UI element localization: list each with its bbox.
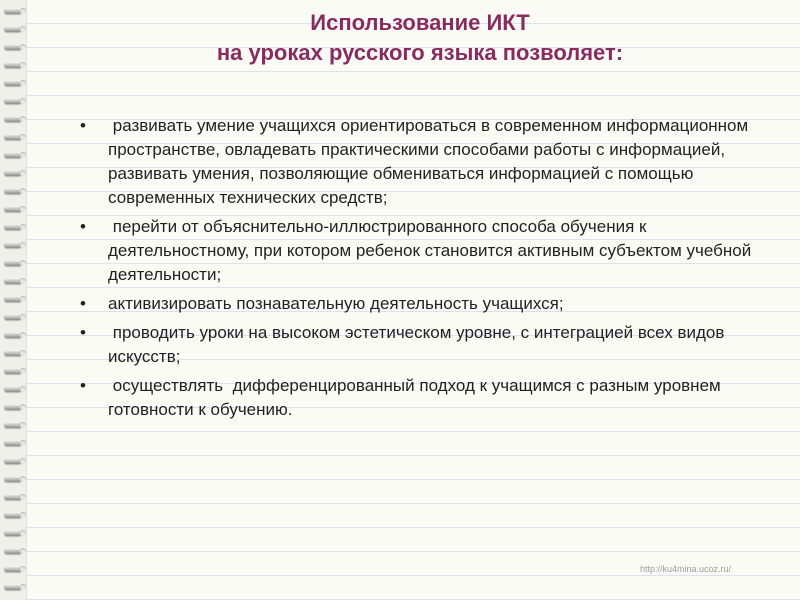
bullet-icon: • [80, 323, 86, 342]
spiral-hole [20, 170, 26, 176]
slide-title [60, 8, 780, 68]
spiral-hole [20, 458, 26, 464]
spiral-hole [20, 278, 26, 284]
spiral-hole [20, 314, 26, 320]
spiral-hole [20, 206, 26, 212]
list-item-text: перейти от объяснительно-иллюстрированного способа обучения к деятельностному, при котором ребенок становится активным субъектом учебной деятельности; [108, 217, 756, 284]
spiral-hole [20, 224, 26, 230]
title-line-2: на уроках русского языка позволяет: [216, 40, 624, 65]
spiral-hole [20, 62, 26, 68]
spiral-hole [20, 26, 26, 32]
spiral-hole [20, 566, 26, 572]
bullet-list [70, 114, 770, 427]
spiral-hole [20, 152, 26, 158]
notebook-spiral-binding [0, 0, 27, 600]
list-item-text: проводить уроки на высоком эстетическом уровне, с интеграцией всех видов искусств; [108, 323, 730, 366]
spiral-hole [20, 260, 26, 266]
spiral-hole [20, 80, 26, 86]
footer-url: http://ku4mina.ucoz.ru/ [640, 564, 732, 574]
spiral-hole [20, 548, 26, 554]
spiral-hole [20, 422, 26, 428]
list-item-text: осуществлять дифференцированный подход к учащимся с разным уровнем готовности к обучению. [108, 376, 726, 419]
bullet-icon: • [80, 217, 86, 236]
spiral-hole [20, 242, 26, 248]
spiral-hole [20, 368, 26, 374]
list-item [70, 321, 770, 369]
spiral-hole [20, 404, 26, 410]
spiral-hole [20, 386, 26, 392]
list-item [70, 114, 770, 210]
list-item [70, 292, 770, 316]
spiral-hole [20, 530, 26, 536]
title-line-1: Использование ИКТ [310, 10, 530, 35]
spiral-hole [20, 134, 26, 140]
spiral-hole [20, 494, 26, 500]
bullet-icon: • [80, 116, 86, 135]
spiral-hole [20, 44, 26, 50]
spiral-hole [20, 350, 26, 356]
list-item-text: развивать умение учащихся ориентироваться в современном информационном пространстве, овладевать практическими способами работы с информацией, развивать умения, позволяющие обмениваться информацией с помощью современных технических средств; [108, 116, 758, 207]
spiral-hole [20, 332, 26, 338]
list-item-text: активизировать познавательную деятельность учащихся; [108, 294, 564, 313]
spiral-hole [20, 512, 26, 518]
bullet-icon: • [80, 294, 86, 313]
spiral-hole [20, 188, 26, 194]
spiral-hole [20, 476, 26, 482]
spiral-hole [20, 116, 26, 122]
spiral-hole [20, 584, 26, 590]
spiral-hole [20, 8, 26, 14]
list-item [70, 215, 770, 287]
bullet-icon: • [80, 376, 86, 395]
list-item [70, 374, 770, 422]
spiral-hole [20, 98, 26, 104]
spiral-hole [20, 440, 26, 446]
spiral-hole [20, 296, 26, 302]
